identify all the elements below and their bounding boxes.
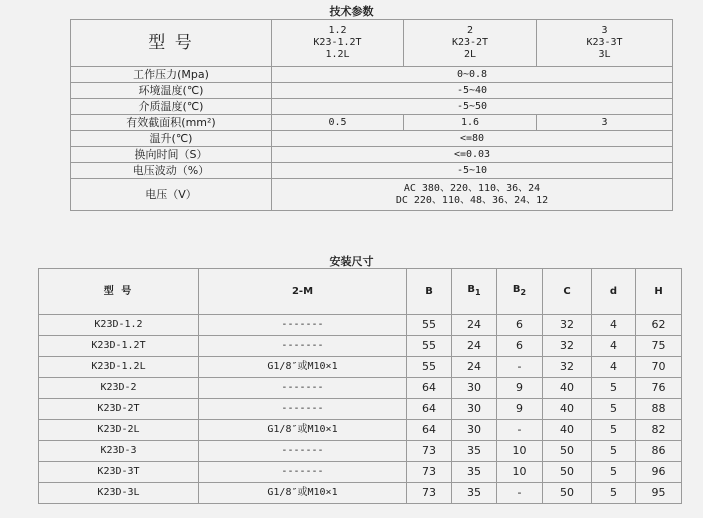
- col-header-d: d: [592, 269, 636, 315]
- table-row: [39, 420, 682, 441]
- cell-d: 5: [592, 441, 636, 462]
- model-header: 型 号: [71, 20, 272, 67]
- cell-h: 96: [636, 462, 682, 483]
- model-line: 1.2: [328, 25, 347, 36]
- cell-b: 73: [407, 462, 452, 483]
- model-line: 3L: [598, 49, 611, 60]
- cell-b1: 30: [452, 420, 497, 441]
- param-label: 换向时间（S）: [71, 147, 272, 163]
- table-row: [39, 399, 682, 420]
- install-dims-table: [38, 268, 682, 504]
- cell-d: 5: [592, 378, 636, 399]
- model-cell: [272, 20, 404, 67]
- table-row: [39, 441, 682, 462]
- param-value: 0~0.8: [272, 67, 673, 83]
- cell-c: 32: [543, 357, 592, 378]
- cell-c: 40: [543, 378, 592, 399]
- param-value: -5~10: [272, 163, 673, 179]
- cell-h: 75: [636, 336, 682, 357]
- cell-d: 4: [592, 336, 636, 357]
- table-row: [71, 99, 673, 115]
- cell-model: K23D-2L: [39, 420, 199, 441]
- cell-b1: 35: [452, 441, 497, 462]
- model-line: 2: [466, 25, 474, 36]
- model-line: 2L: [463, 49, 477, 60]
- cell-c: 32: [543, 336, 592, 357]
- cell-b1: 24: [452, 315, 497, 336]
- model-cell: [537, 20, 673, 67]
- cell-b2: 6: [497, 315, 543, 336]
- cell-b: 55: [407, 315, 452, 336]
- model-line: 3: [601, 25, 608, 36]
- model-line: K23-2T: [451, 37, 489, 48]
- cell-b: 64: [407, 420, 452, 441]
- model-line: K23-3T: [586, 37, 623, 48]
- cell-model: K23D-3T: [39, 462, 199, 483]
- cell-model: K23D-1.2: [39, 315, 199, 336]
- cell-b: 73: [407, 441, 452, 462]
- header-subscript: 2: [520, 288, 527, 297]
- cell-m: -------: [199, 462, 407, 483]
- cell-d: 5: [592, 483, 636, 504]
- col-header-h: H: [636, 269, 682, 315]
- cell-b: 64: [407, 399, 452, 420]
- cell-b2: -: [497, 483, 543, 504]
- install-dims-title: 安装尺寸: [329, 255, 374, 268]
- cell-c: 40: [543, 420, 592, 441]
- cell-m: -------: [199, 441, 407, 462]
- cell-b2: 9: [497, 399, 543, 420]
- table-row: [39, 378, 682, 399]
- cell-b: 73: [407, 483, 452, 504]
- model-cell: [404, 20, 537, 67]
- voltage-line: AC 380、220、110、36、24: [403, 182, 541, 194]
- cell-b2: 9: [497, 378, 543, 399]
- cell-b1: 35: [452, 462, 497, 483]
- cell-m: G1/8″或M10×1: [199, 420, 407, 441]
- cell-d: 5: [592, 399, 636, 420]
- cell-model: K23D-1.2L: [39, 357, 199, 378]
- cell-b2: 10: [497, 441, 543, 462]
- cell-h: 76: [636, 378, 682, 399]
- cell-b2: -: [497, 420, 543, 441]
- col-header-b1: [452, 269, 497, 315]
- cell-b1: 24: [452, 336, 497, 357]
- cell-m: -------: [199, 378, 407, 399]
- param-label: 电压（V）: [71, 179, 272, 211]
- cell-model: K23D-2T: [39, 399, 199, 420]
- model-line: 1.2L: [325, 49, 350, 60]
- cell-b: 64: [407, 378, 452, 399]
- tech-params-title: 技术参数: [329, 5, 374, 18]
- table-row: [71, 83, 673, 99]
- param-value: -5~40: [272, 83, 673, 99]
- table-row: [39, 315, 682, 336]
- table-header-row: [39, 269, 682, 315]
- param-value: 1.6: [404, 115, 537, 131]
- param-label: 电压波动（%）: [71, 163, 272, 179]
- model-line: K23-1.2T: [313, 37, 362, 48]
- cell-d: 5: [592, 462, 636, 483]
- cell-model: K23D-2: [39, 378, 199, 399]
- table-row: [71, 20, 673, 67]
- table-row: [71, 147, 673, 163]
- table-row: [71, 115, 673, 131]
- cell-h: 82: [636, 420, 682, 441]
- cell-h: 86: [636, 441, 682, 462]
- table-row: [39, 357, 682, 378]
- cell-b2: 10: [497, 462, 543, 483]
- param-value: -5~50: [272, 99, 673, 115]
- table-row: [39, 483, 682, 504]
- cell-b1: 30: [452, 378, 497, 399]
- cell-m: G1/8″或M10×1: [199, 483, 407, 504]
- table-row: [71, 163, 673, 179]
- cell-b2: -: [497, 357, 543, 378]
- cell-model: K23D-1.2T: [39, 336, 199, 357]
- cell-b1: 35: [452, 483, 497, 504]
- cell-c: 40: [543, 399, 592, 420]
- cell-h: 88: [636, 399, 682, 420]
- cell-c: 50: [543, 441, 592, 462]
- cell-c: 32: [543, 315, 592, 336]
- cell-c: 50: [543, 462, 592, 483]
- col-header-b2: [497, 269, 543, 315]
- cell-m: -------: [199, 336, 407, 357]
- col-header-m: 2-M: [199, 269, 407, 315]
- table-row: [39, 462, 682, 483]
- cell-m: -------: [199, 399, 407, 420]
- param-label: 温升(℃): [71, 131, 272, 147]
- cell-d: 5: [592, 420, 636, 441]
- header-text: B: [467, 284, 476, 295]
- table-row: [71, 67, 673, 83]
- param-label: 环境温度(℃): [71, 83, 272, 99]
- table-row: [71, 131, 673, 147]
- table-row: [39, 336, 682, 357]
- col-header-model: 型 号: [39, 269, 199, 315]
- cell-model: K23D-3L: [39, 483, 199, 504]
- voltage-line: DC 220、110、48、36、24、12: [395, 194, 549, 206]
- param-value: [272, 179, 673, 211]
- cell-c: 50: [543, 483, 592, 504]
- cell-b2: 6: [497, 336, 543, 357]
- cell-h: 70: [636, 357, 682, 378]
- table-row: [71, 179, 673, 211]
- cell-m: -------: [199, 315, 407, 336]
- col-header-c: C: [543, 269, 592, 315]
- cell-model: K23D-3: [39, 441, 199, 462]
- cell-b1: 24: [452, 357, 497, 378]
- cell-m: G1/8″或M10×1: [199, 357, 407, 378]
- col-header-b: B: [407, 269, 452, 315]
- header-subscript: 1: [475, 288, 481, 297]
- cell-b: 55: [407, 336, 452, 357]
- param-value: 0.5: [272, 115, 404, 131]
- param-label: 工作压力(Mpa): [71, 67, 272, 83]
- param-label: 介质温度(℃): [71, 99, 272, 115]
- param-value: 3: [537, 115, 673, 131]
- cell-d: 4: [592, 357, 636, 378]
- cell-b: 55: [407, 357, 452, 378]
- param-value: <=0.03: [272, 147, 673, 163]
- cell-h: 95: [636, 483, 682, 504]
- cell-h: 62: [636, 315, 682, 336]
- tech-params-table: [70, 19, 673, 211]
- cell-d: 4: [592, 315, 636, 336]
- param-value: <=80: [272, 131, 673, 147]
- cell-b1: 30: [452, 399, 497, 420]
- param-label: 有效截面积(mm²): [71, 115, 272, 131]
- header-text: B: [512, 284, 521, 295]
